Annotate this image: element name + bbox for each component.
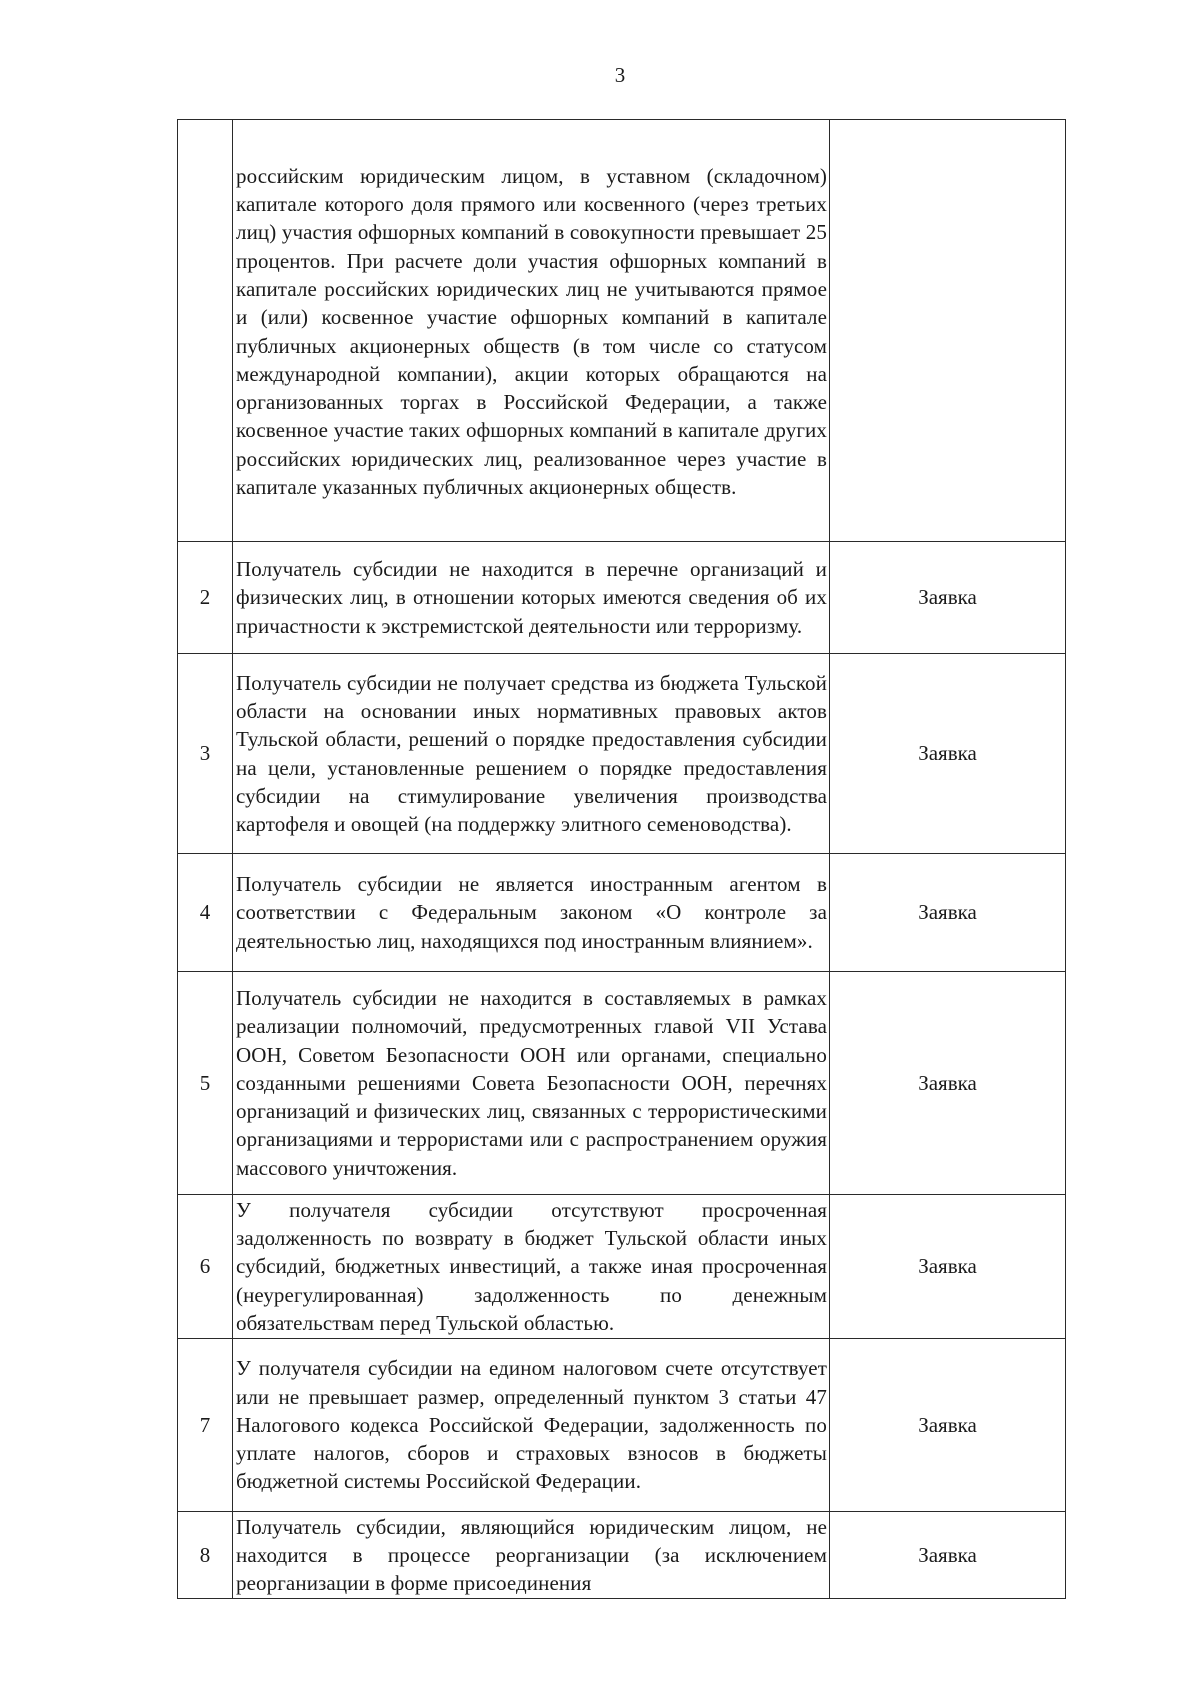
document-cell: Заявка <box>830 654 1066 854</box>
document-cell: Заявка <box>830 972 1066 1195</box>
document-cell: Заявка <box>830 1339 1066 1512</box>
document-cell <box>830 120 1066 542</box>
requirements-table <box>177 119 1066 1599</box>
table-row <box>178 120 1066 542</box>
requirement-text: Получатель субсидии, являющийся юридическим лицом, не находится в процессе реорганизации (за исключением реорганизации в форме присоединения <box>233 1512 830 1599</box>
page-number: 3 <box>614 63 626 87</box>
document-cell: Заявка <box>830 542 1066 654</box>
table-row <box>178 1195 1066 1339</box>
requirement-text: У получателя субсидии на едином налоговом счете отсутствует или не превышает размер, определенный пунктом 3 статьи 47 Налогового кодекса Российской Федерации, задолженность по уплате налогов, сборов и страховых взносов в бюджеты бюджетной системы Российской Федерации. <box>233 1339 830 1512</box>
requirement-text: российским юридическим лицом, в уставном (складочном) капитале которого доля прямого или косвенного (через третьих лиц) участия офшорных компаний в совокупности превышает 25 процентов. При расчете доли участия офшорных компаний в капитале российских юридических лиц не учитываются прямое и (или) косвенное участие офшорных компаний в капитале публичных акционерных обществ (в том числе со статусом международной компании), акции которых обращаются на организованных торгах в Российской Федерации, а также косвенное участие таких офшорных компаний в капитале других российских юридических лиц, реализованное через участие в капитале указанных публичных акционерных обществ. <box>233 120 830 542</box>
row-number: 4 <box>178 854 233 972</box>
row-number: 2 <box>178 542 233 654</box>
row-number: 7 <box>178 1339 233 1512</box>
requirement-text: У получателя субсидии отсутствуют просроченная задолженность по возврату в бюджет Тульской области иных субсидий, бюджетных инвестиций, а также иная просроченная (неурегулированная) задолженность по денежным обязательствам перед Тульской областью. <box>233 1195 830 1339</box>
table-row <box>178 542 1066 654</box>
requirement-text: Получатель субсидии не получает средства из бюджета Тульской области на основании иных нормативных правовых актов Тульской области, решений о порядке предоставления субсидии на цели, установленные решением о порядке предоставления субсидии на стимулирование увеличения производства картофеля и овощей (на поддержку элитного семеноводства). <box>233 654 830 854</box>
document-cell: Заявка <box>830 854 1066 972</box>
row-number <box>178 120 233 542</box>
table-row <box>178 972 1066 1195</box>
row-number: 8 <box>178 1512 233 1599</box>
row-number: 5 <box>178 972 233 1195</box>
requirement-text: Получатель субсидии не является иностранным агентом в соответствии с Федеральным законом «О контроле за деятельностью лиц, находящихся под иностранным влиянием». <box>233 854 830 972</box>
table-row <box>178 1339 1066 1512</box>
document-cell: Заявка <box>830 1512 1066 1599</box>
document-cell: Заявка <box>830 1195 1066 1339</box>
row-number: 6 <box>178 1195 233 1339</box>
table-row <box>178 854 1066 972</box>
row-number: 3 <box>178 654 233 854</box>
table-row <box>178 654 1066 854</box>
table-row <box>178 1512 1066 1599</box>
requirement-text: Получатель субсидии не находится в перечне организаций и физических лиц, в отношении которых имеются сведения об их причастности к экстремистской деятельности или терроризму. <box>233 542 830 654</box>
requirement-text: Получатель субсидии не находится в составляемых в рамках реализации полномочий, предусмотренных главой VII Устава ООН, Советом Безопасности ООН или органами, специально созданными решениями Совета Безопасности ООН, перечнях организаций и физических лиц, связанных с террористическими организациями и террористами или с распространением оружия массового уничтожения. <box>233 972 830 1195</box>
